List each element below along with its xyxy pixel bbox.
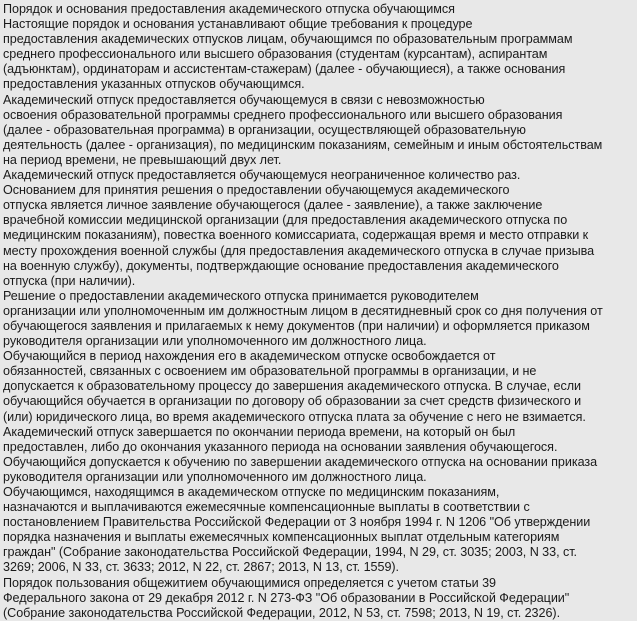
paragraph-line: Обучающийся в период нахождения его в академическом отпуске освобождается от bbox=[3, 349, 496, 364]
paragraph-line: Основанием для принятия решения о предоставлении обучающемуся академического bbox=[3, 183, 510, 198]
paragraph-line: Обучающийся допускается к обучению по завершении академического отпуска на основании приказа bbox=[3, 454, 598, 469]
paragraph-line: предоставления указанных отпусков обучающимся. bbox=[3, 77, 305, 92]
paragraph-line: отпуска (при наличии). bbox=[3, 273, 136, 288]
paragraph-line: предоставления академических отпусков лицам, обучающимся по образовательным программам bbox=[3, 32, 573, 47]
paragraph-line: назначаются и выплачиваются ежемесячные компенсационные выплаты в соответствии с bbox=[3, 500, 530, 515]
paragraph-line: на военную службу), документы, подтверждающие основание предоставления академического bbox=[3, 258, 559, 273]
paragraph-3 bbox=[3, 168, 634, 183]
paragraph-line: врачебной комиссии медицинской организации (для предоставления академического отпуска по bbox=[3, 213, 568, 228]
paragraph-line: отпуска является личное заявление обучающегося (далее - заявление), а также заключение bbox=[3, 198, 543, 213]
paragraph-10 bbox=[3, 576, 634, 621]
paragraph-line: граждан" (Собрание законодательства Российской Федерации, 1994, N 29, ст. 3035; 2003, N 33, ст. bbox=[3, 545, 578, 560]
paragraph-line: руководителя организации или уполномоченного им должностного лица. bbox=[3, 334, 427, 349]
paragraph-line: Порядок пользования общежитием обучающимися определяется с учетом статьи 39 bbox=[3, 575, 497, 590]
paragraph-line: Академический отпуск предоставляется обучающемуся в связи с невозможностью bbox=[3, 92, 485, 107]
paragraph-line: Академический отпуск завершается по окончании периода времени, на который он был bbox=[3, 424, 516, 439]
paragraph-line: обучающийся обучается в организации по договору об образовании за счет средств физического и bbox=[3, 394, 582, 409]
paragraph-line: Решение о предоставлении академического отпуска принимается руководителем bbox=[3, 288, 479, 303]
paragraph-line: (далее - образовательная программа) в организации, осуществляющей образовательную bbox=[3, 122, 526, 137]
paragraph-line: 3269; 2006, N 33, ст. 3633; 2012, N 22, ст. 2867; 2013, N 13, ст. 1559). bbox=[3, 560, 399, 575]
document-title: Порядок и основания предоставления академического отпуска обучающимся bbox=[3, 2, 455, 16]
paragraph-line: обучающегося заявления и прилагаемых к нему документов (при наличии) и оформляется приказом bbox=[3, 318, 590, 333]
paragraph-line: (Собрание законодательства Российской Федерации, 2012, N 53, ст. 7598; 2013, N 19, ст. 2326). bbox=[3, 605, 561, 620]
paragraph-5 bbox=[3, 289, 634, 349]
paragraph-line: медицинским показаниям), повестка военного комиссариата, содержащая время и место отправки к bbox=[3, 228, 589, 243]
paragraph-line: Академический отпуск предоставляется обучающемуся неограниченное количество раз. bbox=[3, 168, 521, 183]
paragraph-line: предоставлен, либо до окончания указанного периода на основании заявления обучающегося. bbox=[3, 439, 558, 454]
paragraph-line: (адъюнктам), ординаторам и ассистентам-стажерам) (далее - обучающиеся), а также основания bbox=[3, 62, 566, 77]
paragraph-7 bbox=[3, 425, 634, 455]
paragraph-line: организации или уполномоченным им должностным лицом в десятидневный срок со дня получения от bbox=[3, 303, 603, 318]
paragraph-line: Настоящие порядок и основания устанавливают общие требования к процедуре bbox=[3, 17, 473, 32]
paragraph-1 bbox=[3, 17, 634, 92]
paragraph-6 bbox=[3, 349, 634, 424]
paragraph-line: месту прохождения военной службы (для предоставления академического отпуска в случае призыва bbox=[3, 243, 595, 258]
paragraph-2 bbox=[3, 93, 634, 168]
paragraph-line: руководителя организации или уполномоченного им должностного лица. bbox=[3, 469, 427, 484]
paragraph-line: порядка назначения и выплаты ежемесячных компенсационных выплат отдельным категориям bbox=[3, 530, 560, 545]
paragraph-line: Обучающимся, находящимся в академическом отпуске по медицинским показаниям, bbox=[3, 485, 500, 499]
paragraph-4 bbox=[3, 183, 634, 289]
paragraph-line: (или) юридического лица, во время академического отпуска плата за обучение с него не взимается. bbox=[3, 409, 586, 424]
paragraph-line: среднего профессионального или высшего образования (студентам (курсантам), аспирантам bbox=[3, 47, 548, 62]
paragraph-line: обязанностей, связанных с освоением им образовательной программы в организации, и не bbox=[3, 364, 537, 379]
paragraph-line: постановлением Правительства Российской Федерации от 3 ноября 1994 г. N 1206 "Об утверждении bbox=[3, 515, 591, 530]
paragraph-line: Федерального закона от 29 декабря 2012 г. N 273-ФЗ "Об образовании в Российской Федерации" bbox=[3, 590, 570, 605]
paragraph-line: деятельность (далее - организация), по медицинским показаниям, семейным и иным обстоятельствам bbox=[3, 137, 603, 152]
paragraph-9 bbox=[3, 485, 634, 576]
paragraph-line: освоения образовательной программы среднего профессионального или высшего образования bbox=[3, 107, 563, 122]
paragraph-8 bbox=[3, 455, 634, 485]
paragraph-line: на период времени, не превышающий двух лет. bbox=[3, 152, 282, 167]
paragraph-line: допускается к образовательному процессу до завершения академического отпуска. В случае, если bbox=[3, 379, 582, 394]
